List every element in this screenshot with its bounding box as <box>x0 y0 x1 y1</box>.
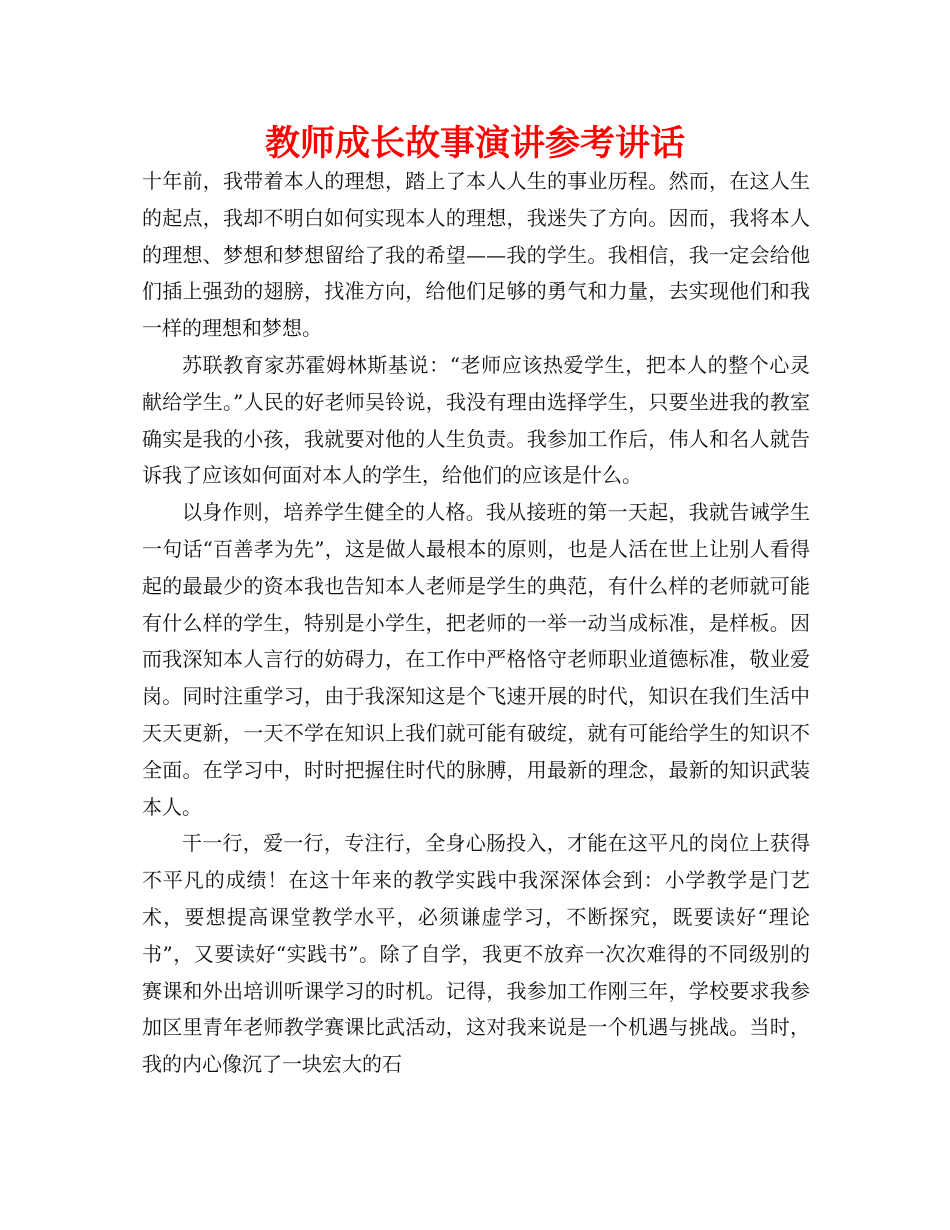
paragraph-4: 干一行，爱一行，专注行，全身心肠投入，才能在这平凡的岗位上获得不平凡的成绩！在这十年来的教学实践中我深深体会到：小学教学是门艺术，要想提高课堂教学水平，必须谦虚学习，不断探究，既要读好“理论书”，又要读好“实践书”。除了自学，我更不放弃一次次难得的不同级别的赛课和外出培训听课学习的时机。记得，我参加工作刚三年，学校要求我参加区里青年老师教学赛课比武活动，这对我来说是一个机遇与挑战。当时，我的内心像沉了一块宏大的石 <box>142 831 810 1077</box>
document-title: 教师成长故事演讲参考讲话 <box>264 124 685 164</box>
paragraph-1: 十年前，我带着本人的理想，踏上了本人人生的事业历程。然而，在这人生的起点，我却不明白如何实现本人的理想，我迷失了方向。因而，我将本人的理想、梦想和梦想留给了我的希望——我的学生。我相信，我一定会给他们插上强劲的翅膀，找准方向，给他们足够的勇气和力量，去实现他们和我一样的理想和梦想。 <box>142 169 810 341</box>
paragraph-2: 苏联教育家苏霍姆林斯基说：“老师应该热爱学生，把本人的整个心灵献给学生。”人民的好老师吴铃说，我没有理由选择学生，只要坐进我的教室确实是我的小孩，我就要对他的人生负责。我参加工作后，伟人和名人就告诉我了应该如何面对本人的学生，给他们的应该是什么。 <box>142 352 810 488</box>
paragraph-3: 以身作则，培养学生健全的人格。我从接班的第一天起，我就告诫学生一句话“百善孝为先”，这是做人最根本的原则，也是人活在世上让别人看得起的最最少的资本我也告知本人老师是学生的典范，有什么样的老师就可能有什么样的学生，特别是小学生，把老师的一举一动当成标准，是样板。因而我深知本人言行的妨碍力，在工作中严格恪守老师职业道德标准，敬业爱岗。同时注重学习，由于我深知这是个飞速开展的时代，知识在我们生活中天天更新，一天不学在知识上我们就可能有破绽，就有可能给学生的知识不全面。在学习中，时时把握住时代的脉膊，用最新的理念，最新的知识武装本人。 <box>142 500 810 819</box>
document-body <box>142 163 810 1083</box>
